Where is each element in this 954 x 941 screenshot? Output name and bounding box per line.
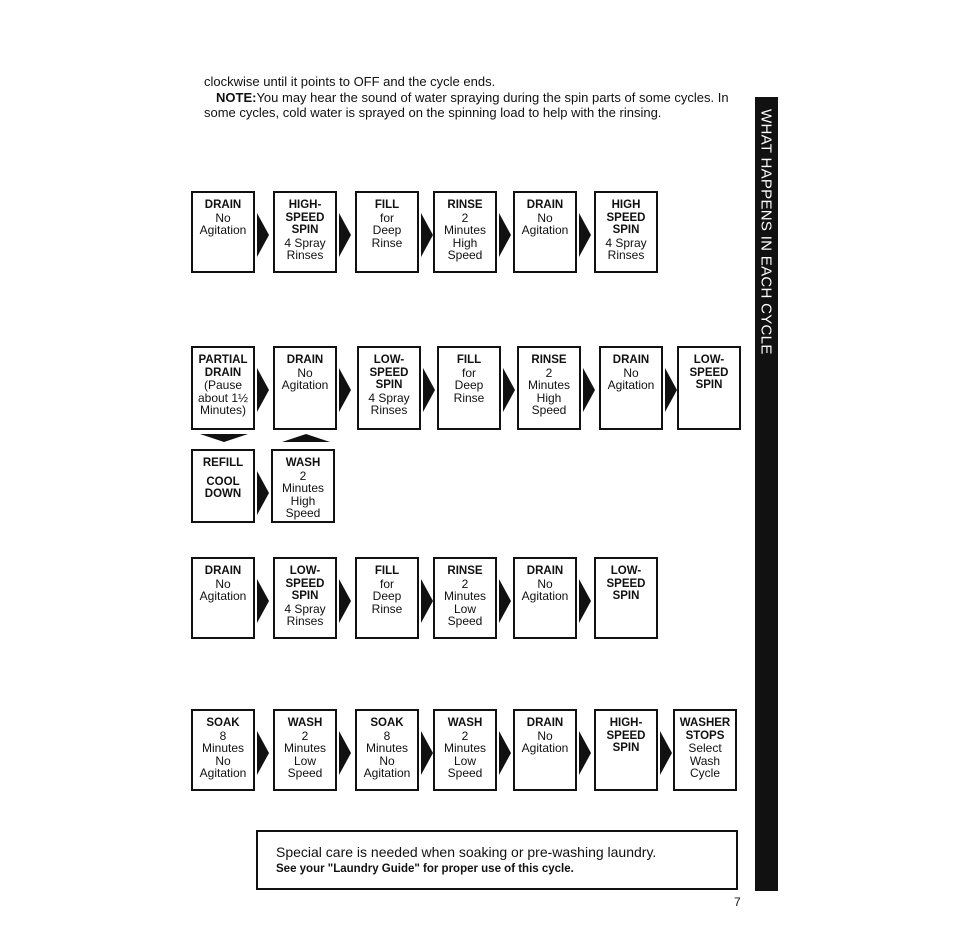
flow-arrow-icon (499, 213, 511, 257)
cycle-step-box (433, 709, 497, 791)
step-detail: Agitation (199, 223, 247, 238)
step-detail: Minutes (527, 378, 571, 393)
cycle-step-box (594, 191, 658, 273)
cycle-step-box (673, 709, 737, 791)
step-detail: Deep (454, 378, 484, 393)
step-detail: Speed (447, 614, 483, 629)
step-detail: 4 Spray (605, 235, 647, 250)
down-arrow-icon (200, 434, 248, 442)
step-heading: HIGH- (609, 717, 643, 729)
step-detail: No (537, 210, 553, 225)
step-heading: LOW- (610, 565, 642, 577)
step-heading: RINSE (447, 565, 483, 577)
flow-arrow-icon (421, 213, 433, 257)
cycle-step-box (191, 709, 255, 791)
step-detail: Minutes (443, 589, 487, 604)
flow-arrow-icon (339, 213, 351, 257)
step-detail: Rinses (370, 403, 408, 418)
step-heading: PARTIAL (198, 354, 248, 366)
step-detail: High (290, 493, 316, 508)
step-detail: COOL (206, 475, 240, 488)
flow-arrow-icon (583, 368, 595, 412)
step-heading: REFILL (202, 457, 244, 469)
flow-arrow-icon (257, 579, 269, 623)
step-detail: Rinses (286, 614, 324, 629)
step-detail: Minutes (201, 741, 245, 756)
step-detail: SPIN (291, 590, 319, 603)
step-heading: WASH (447, 717, 483, 729)
cycle-step-box (513, 191, 577, 273)
section-sidebar (755, 97, 778, 891)
step-detail: STOPS (685, 729, 725, 742)
up-arrow-icon (282, 434, 330, 442)
step-detail: Agitation (281, 378, 329, 393)
page-number: 7 (734, 895, 741, 909)
step-detail: Rinse (371, 601, 403, 616)
step-detail: Minutes (443, 223, 487, 238)
step-detail: SPIN (375, 379, 403, 392)
step-detail: Rinses (607, 248, 645, 263)
step-detail: 4 Spray (368, 390, 410, 405)
note-main-text: Special care is needed when soaking or pre-washing laundry. (276, 844, 657, 860)
step-detail: for (379, 210, 394, 225)
step-heading: DRAIN (526, 717, 564, 729)
step-detail: Agitation (607, 378, 655, 393)
step-heading: SOAK (206, 717, 240, 729)
cycle-step-box (273, 709, 337, 791)
cycle-step-box (273, 346, 337, 430)
cycle-step-box (273, 557, 337, 639)
intro-text (204, 74, 734, 121)
cycle-step-box (355, 709, 419, 791)
cycle-step-box (357, 346, 421, 430)
step-detail: Agitation (521, 741, 569, 756)
cycle-step-box (594, 709, 658, 791)
step-detail: Agitation (521, 589, 569, 604)
cycle-step-box (191, 191, 255, 273)
step-heading: WASH (287, 717, 323, 729)
step-heading: RINSE (447, 199, 483, 211)
cycle-step-box (271, 449, 335, 523)
step-detail: DRAIN (204, 366, 242, 379)
sidebar-title: WHAT HAPPENS IN EACH CYCLE (757, 109, 775, 355)
step-detail: DOWN (204, 488, 242, 501)
step-detail: 2 (545, 365, 553, 380)
flow-arrow-icon (421, 579, 433, 623)
flow-arrow-icon (257, 213, 269, 257)
step-detail: 8 (219, 728, 227, 743)
flow-arrow-icon (257, 731, 269, 775)
step-detail: 4 Spray (284, 601, 326, 616)
step-detail: Minutes (281, 481, 325, 496)
step-detail: SPEED (606, 577, 646, 590)
step-detail: Speed (447, 248, 483, 263)
step-detail: Minutes (443, 741, 487, 756)
step-detail: Rinse (371, 235, 403, 250)
step-detail: High (452, 235, 478, 250)
step-heading: RINSE (531, 354, 567, 366)
intro-line: clockwise until it points to OFF and the cycle ends. (204, 74, 496, 89)
step-detail: Deep (372, 589, 402, 604)
step-detail: for (379, 576, 394, 591)
step-detail: SPIN (612, 224, 640, 237)
cycle-step-box (599, 346, 663, 430)
step-detail: No (537, 728, 553, 743)
step-detail: Low (453, 601, 476, 616)
flow-arrow-icon (503, 368, 515, 412)
step-detail: SPIN (695, 379, 723, 392)
step-detail: No (215, 210, 231, 225)
intro-note (204, 90, 734, 121)
step-detail: SPEED (285, 211, 325, 224)
step-detail: SPEED (689, 366, 729, 379)
step-detail: High (536, 390, 562, 405)
step-detail: 8 (383, 728, 391, 743)
flow-arrow-icon (579, 213, 591, 257)
step-detail: SPEED (285, 577, 325, 590)
step-detail: 2 (461, 576, 469, 591)
step-heading: FILL (374, 199, 400, 211)
step-heading: WASHER (679, 717, 731, 729)
step-detail: Agitation (199, 589, 247, 604)
step-detail: Rinses (286, 248, 324, 263)
step-detail: SPEED (606, 211, 646, 224)
cycle-step-box (433, 191, 497, 273)
flow-arrow-icon (579, 731, 591, 775)
flow-arrow-icon (579, 579, 591, 623)
step-detail: 2 (301, 728, 309, 743)
step-detail: No (215, 576, 231, 591)
step-heading: DRAIN (612, 354, 650, 366)
step-heading: LOW- (373, 354, 405, 366)
step-detail: 2 (299, 468, 307, 483)
flow-arrow-icon (339, 731, 351, 775)
step-detail: Minutes) (199, 403, 246, 418)
flow-arrow-icon (499, 731, 511, 775)
step-detail: Speed (285, 506, 321, 521)
step-detail: Agitation (521, 223, 569, 238)
step-detail: Speed (531, 403, 567, 418)
step-detail: No (215, 753, 231, 768)
step-heading: LOW- (693, 354, 725, 366)
step-heading: FILL (456, 354, 482, 366)
step-detail: No (297, 365, 313, 380)
step-heading: LOW- (289, 565, 321, 577)
step-heading: DRAIN (204, 199, 242, 211)
step-heading: DRAIN (526, 199, 564, 211)
step-heading: FILL (374, 565, 400, 577)
special-care-note (256, 830, 738, 890)
step-detail: Deep (372, 223, 402, 238)
step-detail: Speed (447, 766, 483, 781)
flow-arrow-icon (499, 579, 511, 623)
flow-arrow-icon (660, 731, 672, 775)
step-detail: Rinse (453, 390, 485, 405)
flow-arrow-icon (339, 579, 351, 623)
cycle-step-box (273, 191, 337, 273)
step-detail: Minutes (283, 741, 327, 756)
cycle-step-box (517, 346, 581, 430)
step-detail: 2 (461, 728, 469, 743)
step-detail: Minutes (365, 741, 409, 756)
cycle-step-box (355, 557, 419, 639)
step-detail: No (379, 753, 395, 768)
step-detail: Low (453, 753, 476, 768)
step-detail: SPEED (369, 366, 409, 379)
step-detail: Wash (689, 753, 721, 768)
step-detail: Speed (287, 766, 323, 781)
step-detail: 2 (461, 210, 469, 225)
step-heading: DRAIN (526, 565, 564, 577)
cycle-step-box (433, 557, 497, 639)
cycle-step-box (437, 346, 501, 430)
step-detail: Agitation (363, 766, 411, 781)
cycle-step-box (191, 346, 255, 430)
step-heading: SOAK (370, 717, 404, 729)
flow-arrow-icon (423, 368, 435, 412)
flow-arrow-icon (257, 368, 269, 412)
step-detail: Select (688, 741, 722, 756)
flow-arrow-icon (665, 368, 677, 412)
cycle-step-box (355, 191, 419, 273)
step-heading: WASH (285, 457, 321, 469)
step-heading: DRAIN (204, 565, 242, 577)
step-heading: DRAIN (286, 354, 324, 366)
step-detail: 4 Spray (284, 235, 326, 250)
step-detail: SPEED (606, 729, 646, 742)
note-text: You may hear the sound of water spraying during the spin parts of some cycles. In some cycles, cold water is sprayed on the spinning load to help with the rinsing. (204, 89, 729, 120)
note-sub-text: See your "Laundry Guide" for proper use of this cycle. (276, 863, 574, 875)
cycle-step-box (677, 346, 741, 430)
flow-arrow-icon (339, 368, 351, 412)
step-detail: SPIN (612, 742, 640, 755)
step-detail: No (537, 576, 553, 591)
step-heading: HIGH (611, 199, 641, 211)
step-detail: Low (293, 753, 316, 768)
step-detail: Agitation (199, 766, 247, 781)
step-heading: HIGH- (288, 199, 322, 211)
flow-arrow-icon (421, 731, 433, 775)
flow-arrow-icon (257, 471, 269, 515)
step-detail: (Pause (203, 378, 243, 393)
step-detail: No (623, 365, 639, 380)
cycle-step-box (513, 557, 577, 639)
cycle-step-box (191, 449, 255, 523)
step-detail: Cycle (689, 766, 720, 781)
cycle-step-box (191, 557, 255, 639)
note-label: NOTE: (216, 89, 257, 105)
cycle-step-box (513, 709, 577, 791)
step-detail: SPIN (612, 590, 640, 603)
step-detail: SPIN (291, 224, 319, 237)
step-detail: about 1½ (197, 390, 249, 405)
cycle-step-box (594, 557, 658, 639)
step-detail: for (461, 365, 476, 380)
